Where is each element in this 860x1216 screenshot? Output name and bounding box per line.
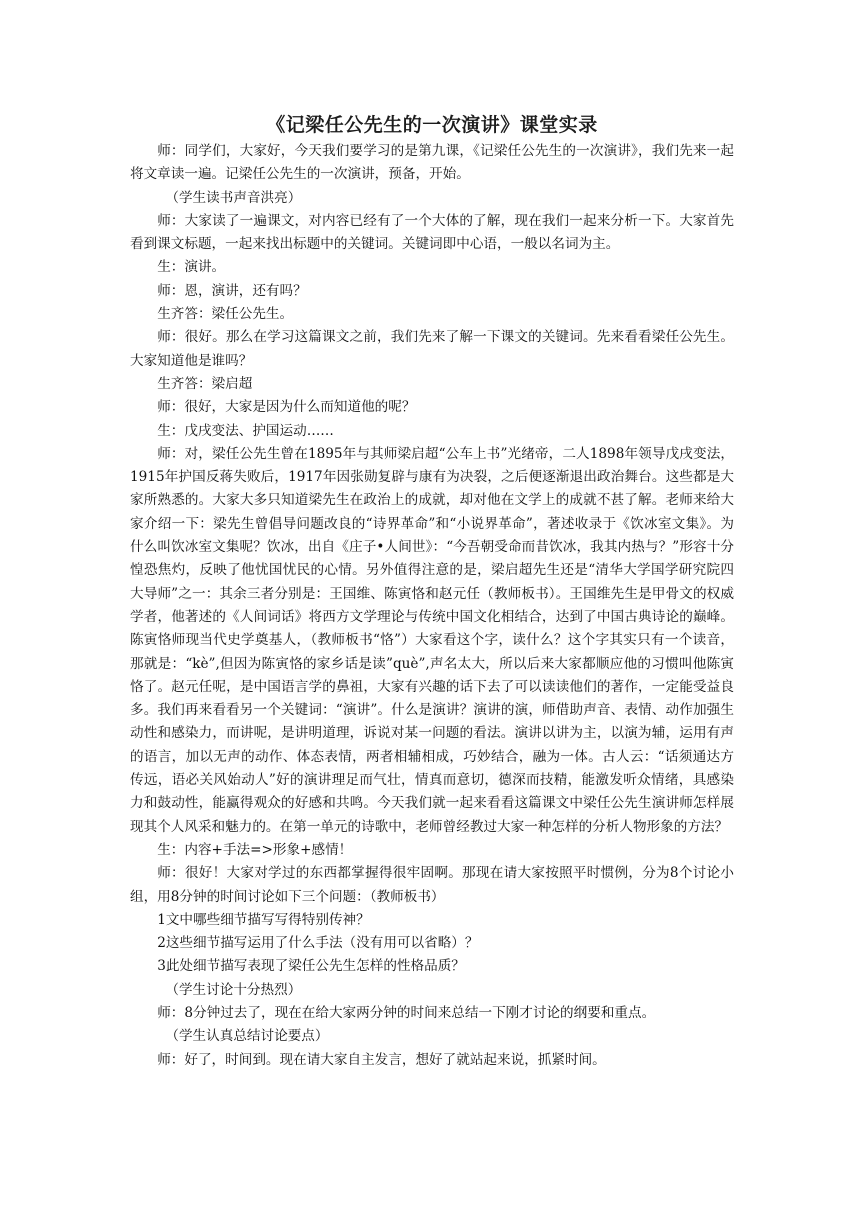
paragraph: 师：对，梁任公先生曾在1895年与其师梁启超“公车上书”光绪帝，二人1898年领导戊戌变法，1915年护国反蒋失败后，1917年因张勋复辟与康有为决裂，之后便逐渐退出政治舞台。这些都是大家所熟悉的。大家大多只知道梁先生在政治上的成就，却对他在文学上的成就不甚了解。老师来给大家介绍一下：梁先生曾倡导问题改良的“诗界革命”和“小说界革命”，著述收录于《饮冰室文集》。为什么叫饮冰室文集呢？饮冰，出自《庄子•人间世》：“今吾朝受命而昔饮冰，我其内热与？”形容十分惶恐焦灼，反映了他忧国忧民的心情。另外值得注意的是，梁启超先生还是“清华大学国学研究院四大导师”之一：其余三者分别是：王国维、陈寅恪和赵元任（教师板书）。王国维先生是甲骨文的权威学者，他著述的《人间词话》将西方文学理论与传统中国文化相结合，达到了中国古典诗论的巅峰。陈寅恪师现当代史学奠基人，（教师板书“恪”）大家看这个字，读什么？这个字其实只有一个读音，那就是：“kè”,但因为陈寅恪的家乡话是读”què”,声名太大，所以后来大家都顺应他的习惯叫他陈寅恪了。赵元任呢，是中国语言学的鼻祖，大家有兴趣的话下去了可以读读他们的著作，一定能受益良多。我们再来看看另一个关键词：“演讲”。什么是演讲？演讲的演，师借助声音、表情、动作加强生动性和感染力，而讲呢，是讲明道理，诉说对某一问题的看法。演讲以讲为主，以演为辅，运用有声的语言，加以无声的动作、体态表情，两者相辅相成，巧妙结合，融为一体。古人云：“话须通达方传远，语必关风始动人”好的演讲理足而气壮，情真而意切，德深而技精，能激发听众情绪，具感染力和鼓动性，能赢得观众的好感和共鸣。今天我们就一起来看看这篇课文中梁任公先生演讲师怎样展现其个人风采和魅力的。在第一单元的诗歌中，老师曾经教过大家一种怎样的分析人物形象的方法？ xyxy=(130,445,734,835)
stage-direction: （学生读书声音洪亮） xyxy=(165,189,302,206)
paragraph: 师：恩，演讲，还有吗？ xyxy=(157,282,307,299)
paragraph: 师：大家读了一遍课文，对内容已经有了一个大体的了解，现在我们一起来分析一下。大家首先看到课文标题，一起来找出标题中的关键词。关键词即中心语，一般以名词为主。 xyxy=(130,212,734,253)
stage-direction: （学生讨论十分热烈） xyxy=(165,981,302,998)
question-item: 1文中哪些细节描写写得特别传神？ xyxy=(157,911,370,928)
document-body xyxy=(130,112,734,1072)
paragraph: 生：戊戌变法、护国运动…… xyxy=(157,422,334,439)
paragraph: 生：内容+手法=>形象+感情！ xyxy=(157,841,353,858)
document-title: 《记梁任公先生的一次演讲》课堂实录 xyxy=(266,114,598,136)
paragraph: 生齐答：梁启超 xyxy=(157,375,253,392)
question-item: 2这些细节描写运用了什么手法（没有用可以省略）？ xyxy=(157,935,479,952)
question-item: 3此处细节描写表现了梁任公先生怎样的性格品质？ xyxy=(157,958,465,975)
paragraph: 师：很好，大家是因为什么而知道他的呢？ xyxy=(157,399,416,416)
paragraph: 师：好了，时间到。现在请大家自主发言，想好了就站起来说，抓紧时间。 xyxy=(157,1051,606,1068)
stage-direction: （学生认真总结讨论要点） xyxy=(165,1028,329,1045)
paragraph: 生齐答：梁任公先生。 xyxy=(157,306,294,323)
paragraph: 师：同学们，大家好，今天我们要学习的是第九课，《记梁任公先生的一次演讲》，我们先来一起将文章读一遍。记梁任公先生的一次演讲，预备，开始。 xyxy=(130,143,734,183)
paragraph: 生：演讲。 xyxy=(157,259,226,276)
paragraph: 师：8分钟过去了，现在在给大家两分钟的时间来总结一下刚才讨论的纲要和重点。 xyxy=(157,1004,656,1021)
paragraph: 师：很好！大家对学过的东西都掌握得很牢固啊。那现在请大家按照平时惯例，分为8个讨论小组，用8分钟的时间讨论如下三个问题：（教师板书） xyxy=(130,865,734,905)
paragraph: 师：很好。那么在学习这篇课文之前，我们先来了解一下课文的关键词。先来看看梁任公先生。大家知道他是谁吗？ xyxy=(130,329,734,369)
